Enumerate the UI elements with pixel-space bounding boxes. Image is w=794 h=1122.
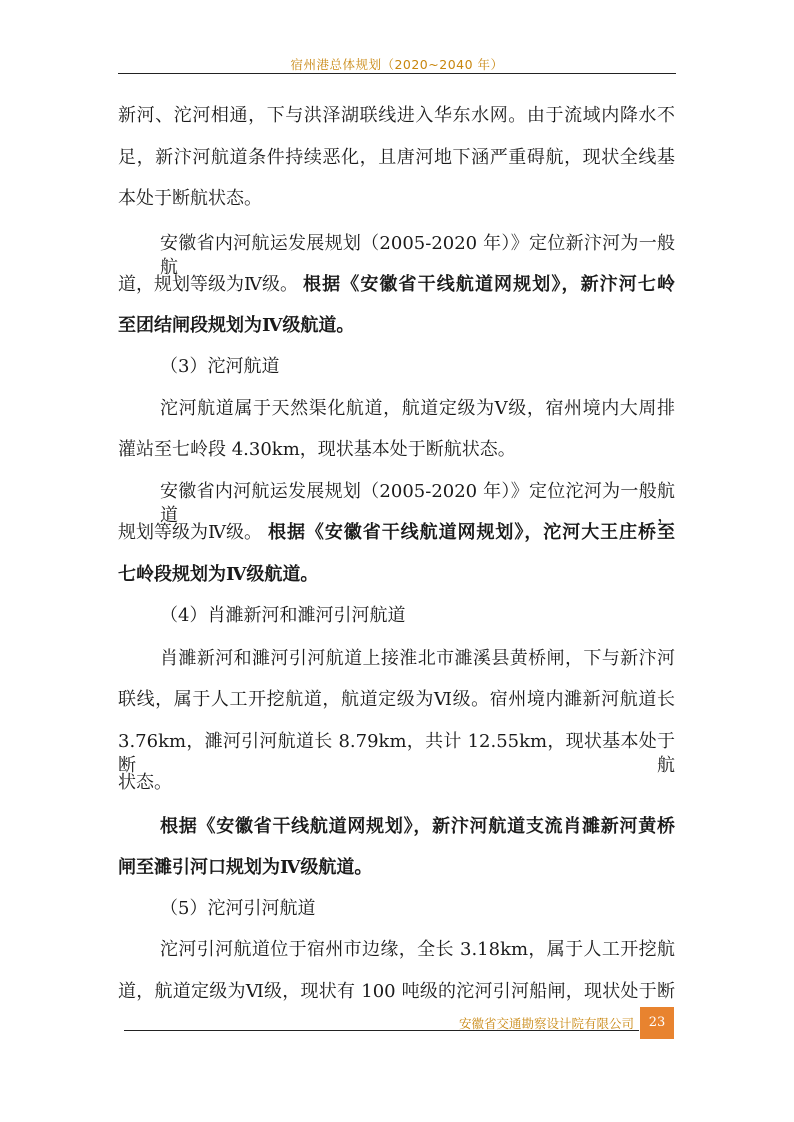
text-segment: 3.76km，濉河引河航道长 8.79km，共计 12.55km，现状基本处于断航 [118, 731, 675, 776]
text-segment: 安徽省内河航运发展规划（2005-2020 年）》定位新汴河为一般航 [160, 233, 675, 278]
page-header-title: 宿州港总体规划（2020~2040 年） [290, 57, 504, 72]
text-segment: 足，新汴河航道条件持续恶化，且唐河地下涵严重碍航，现状全线基 [118, 147, 675, 168]
bold-text-segment: 至团结闸段规划为Ⅳ级航道。 [118, 315, 355, 336]
text-segment: 新河、沱河相通，下与洪泽湖联线进入华东水网。由于流域内降水不 [118, 105, 675, 126]
text-segment: 安徽省内河航运发展规划（2005-2020 年）》定位沱河为一般航道， [160, 481, 675, 526]
bold-text-segment: 闸至濉引河口规划为Ⅳ级航道。 [118, 857, 373, 878]
bold-text-segment: 七岭段规划为Ⅳ级航道。 [118, 564, 319, 585]
section-heading: （5）沱河引河航道 [160, 898, 316, 919]
text-segment: 肖濉新河和濉河引河航道上接淮北市濉溪县黄桥闸，下与新汴河 [160, 648, 675, 669]
text-segment: 规划等级为Ⅳ级。 [118, 522, 262, 543]
bold-text-segment: 根据《安徽省干线航道网规划》，沱河大王庄桥至 [268, 522, 675, 543]
text-segment: 联线，属于人工开挖航道，航道定级为Ⅵ级。宿州境内濉新河航道长 [118, 689, 675, 710]
header-rule [118, 73, 676, 74]
footer-rule [124, 1030, 639, 1031]
section-heading: （3）沱河航道 [160, 356, 280, 377]
text-segment: 状态。 [118, 772, 172, 793]
bold-text-segment: 根据《安徽省干线航道网规划》，新汴河航道支流肖濉新河黄桥 [160, 816, 675, 837]
text-segment: 灌站至七岭段 4.30km，现状基本处于断航状态。 [118, 439, 516, 460]
text-segment: 沱河引河航道位于宿州市边缘，全长 3.18km，属于人工开挖航 [160, 939, 675, 960]
bold-text-segment: 根据《安徽省干线航道网规划》，新汴河七岭 [303, 274, 675, 295]
page-number-badge: 23 [640, 1007, 674, 1039]
text-segment: 道，航道定级为Ⅵ级，现状有 100 吨级的沱河引河船闸，现状处于断 [118, 981, 675, 1002]
text-segment: 沱河航道属于天然渠化航道，航道定级为Ⅴ级，宿州境内大周排 [160, 398, 675, 419]
footer-company: 安徽省交通勘察设计院有限公司 [458, 1016, 634, 1031]
section-heading: （4）肖濉新河和濉河引河航道 [160, 605, 406, 626]
text-segment: 道，规划等级为Ⅳ级。 [118, 274, 298, 295]
text-segment: 本处于断航状态。 [118, 188, 262, 209]
